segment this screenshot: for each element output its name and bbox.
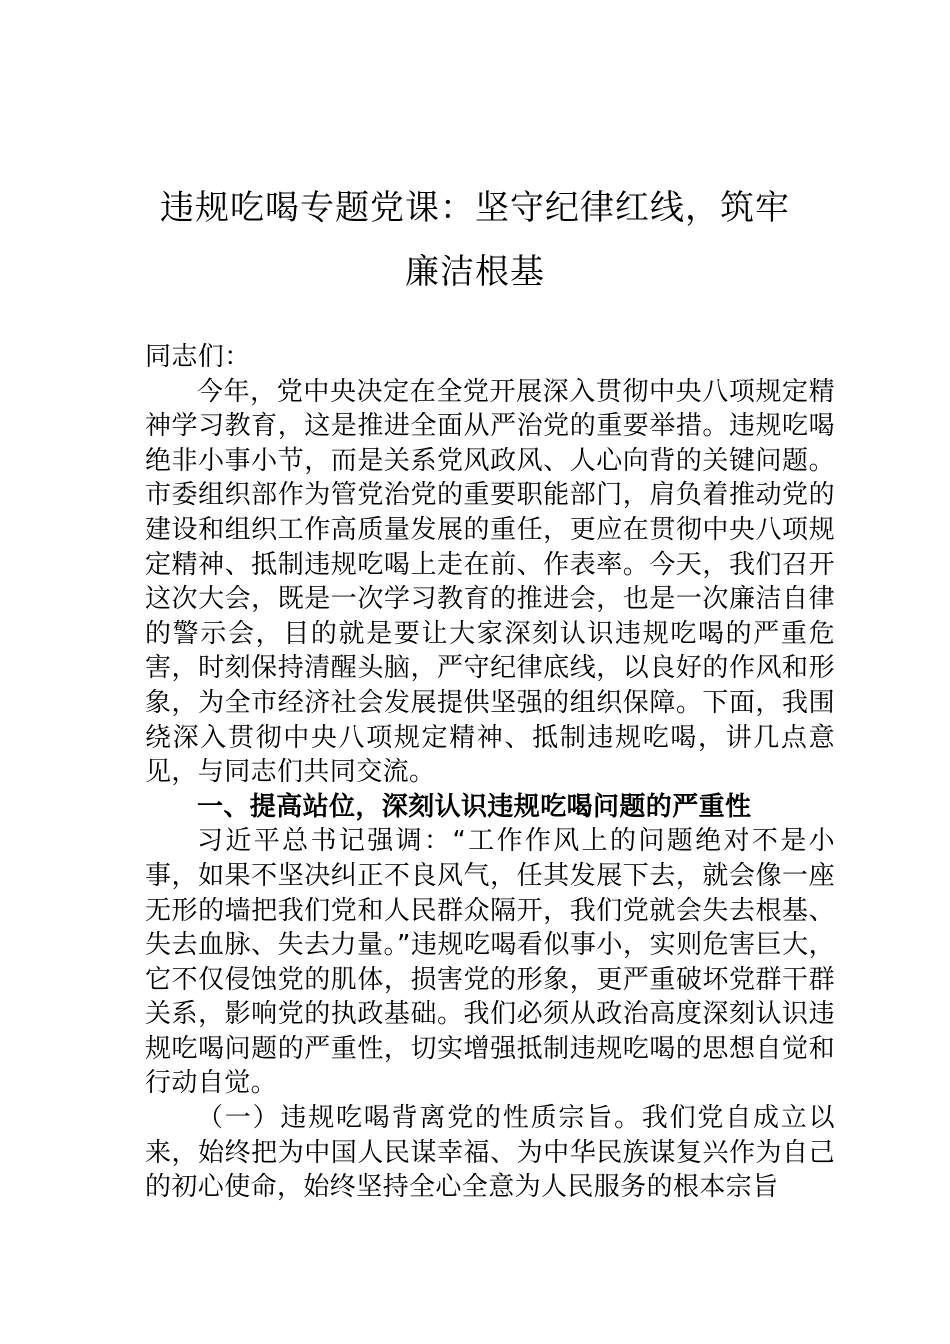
section-1-heading: 一、提高站位，深刻认识违规吃喝问题的严重性 bbox=[197, 791, 752, 822]
document-body bbox=[145, 340, 835, 1205]
title-line-2: 廉洁根基 bbox=[405, 252, 545, 292]
subsection-1-paragraph: （一）违规吃喝背离党的性质宗旨。我们党自成立以来，始终把为中国人民谋幸福、为中华民族谋复兴作为自己的初心使命，始终坚持全心全意为人民服务的根本宗旨 bbox=[145, 1103, 835, 1203]
document-title bbox=[140, 176, 810, 304]
title-line-1: 违规吃喝专题党课：坚守纪律红线，筑牢 bbox=[160, 188, 790, 228]
salutation: 同志们： bbox=[145, 342, 251, 372]
section-1-paragraph: 习近平总书记强调：“工作作风上的问题绝对不是小事，如果不坚决纠正不良风气，任其发展下去，就会像一座无形的墙把我们党和人民群众隔开，我们党就会失去根基、失去血脉、失去力量。”违规吃喝看似事小，实则危害巨大，它不仅侵蚀党的肌体，损害党的形象，更严重破坏党群干群关系，影响党的执政基础。我们必须从政治高度深刻认识违规吃喝问题的严重性，切实增强抵制违规吃喝的思想自觉和行动自觉。 bbox=[145, 826, 835, 1099]
intro-paragraph: 今年，党中央决定在全党开展深入贯彻中央八项规定精神学习教育，这是推进全面从严治党的重要举措。违规吃喝绝非小事小节，而是关系党风政风、人心向背的关键问题。市委组织部作为管党治党的重要职能部门，肩负着推动党的建设和组织工作高质量发展的重任，更应在贯彻中央八项规定精神、抵制违规吃喝上走在前、作表率。今天，我们召开这次大会，既是一次学习教育的推进会，也是一次廉洁自律的警示会，目的就是要让大家深刻认识违规吃喝的严重危害，时刻保持清醒头脑，严守纪律底线，以良好的作风和形象，为全市经济社会发展提供坚强的组织保障。下面，我围绕深入贯彻中央八项规定精神、抵制违规吃喝，讲几点意见，与同志们共同交流。 bbox=[145, 376, 835, 788]
